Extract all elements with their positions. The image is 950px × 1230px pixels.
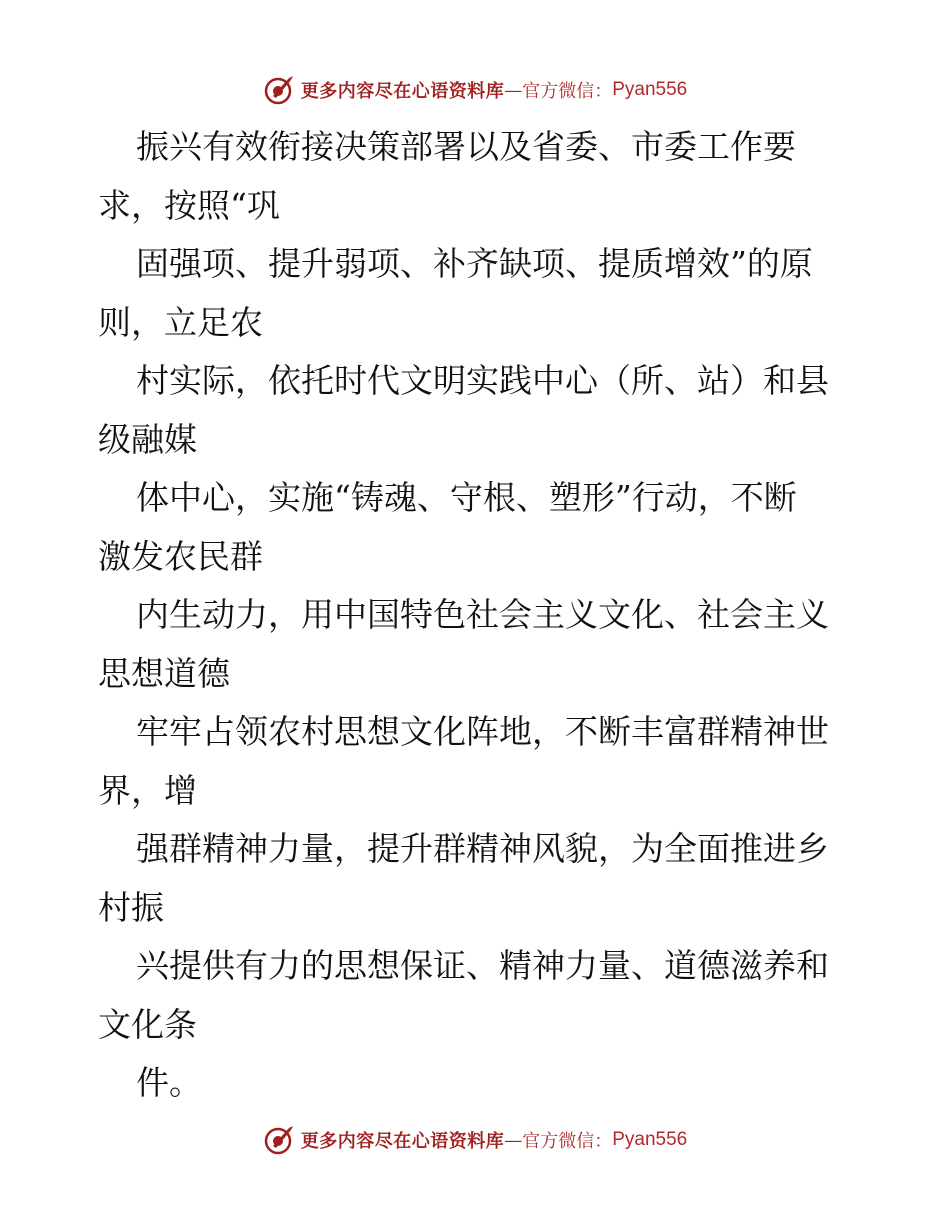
body-line: 村实际，依托时代文明实践中心（所、站）和县 [136,361,829,400]
document-body [98,118,858,1113]
body-line: 则，立足农 [98,302,263,342]
body-line: 兴提供有力的思想保证、精神力量、道德滋养和 [136,946,829,985]
body-line: 振兴有效衔接决策部署以及省委、市委工作要 [136,127,796,166]
body-line: 激发农民群 [98,536,263,576]
banner-main-text: 更多内容尽在心语资料库 [300,1131,505,1152]
body-line: 界，增 [98,770,197,810]
banner-dash: — [504,1129,523,1151]
body-line: 牢牢占领农村思想文化阵地，不断丰富群精神世 [136,712,829,751]
banner-dash: — [504,79,523,101]
body-line: 体中心，实施“铸魂、守根、塑形”行动，不断 [136,478,797,517]
body-line: 思想道德 [98,653,230,693]
body-line: 求，按照“巩 [98,185,280,225]
quill-logo-icon [263,1124,295,1156]
banner-account: Pyan556 [612,79,688,100]
body-line: 级融媒 [98,419,197,459]
body-line: 内生动力，用中国特色社会主义文化、社会主义 [136,595,829,634]
quill-logo-icon [263,74,295,106]
banner-contact-label: 官方微信： [522,81,613,102]
header-watermark-banner [0,70,950,110]
body-line: 强群精神力量，提升群精神风貌，为全面推进乡 [136,829,829,868]
banner-main-text: 更多内容尽在心语资料库 [300,81,505,102]
body-line: 文化条 [98,1004,197,1044]
body-line: 村振 [98,887,164,927]
body-line: 固强项、提升弱项、补齐缺项、提质增效”的原 [136,244,813,283]
banner-account: Pyan556 [612,1129,688,1150]
footer-watermark-banner [0,1120,950,1160]
banner-contact-label: 官方微信： [522,1131,613,1152]
body-line: 件。 [136,1063,202,1102]
